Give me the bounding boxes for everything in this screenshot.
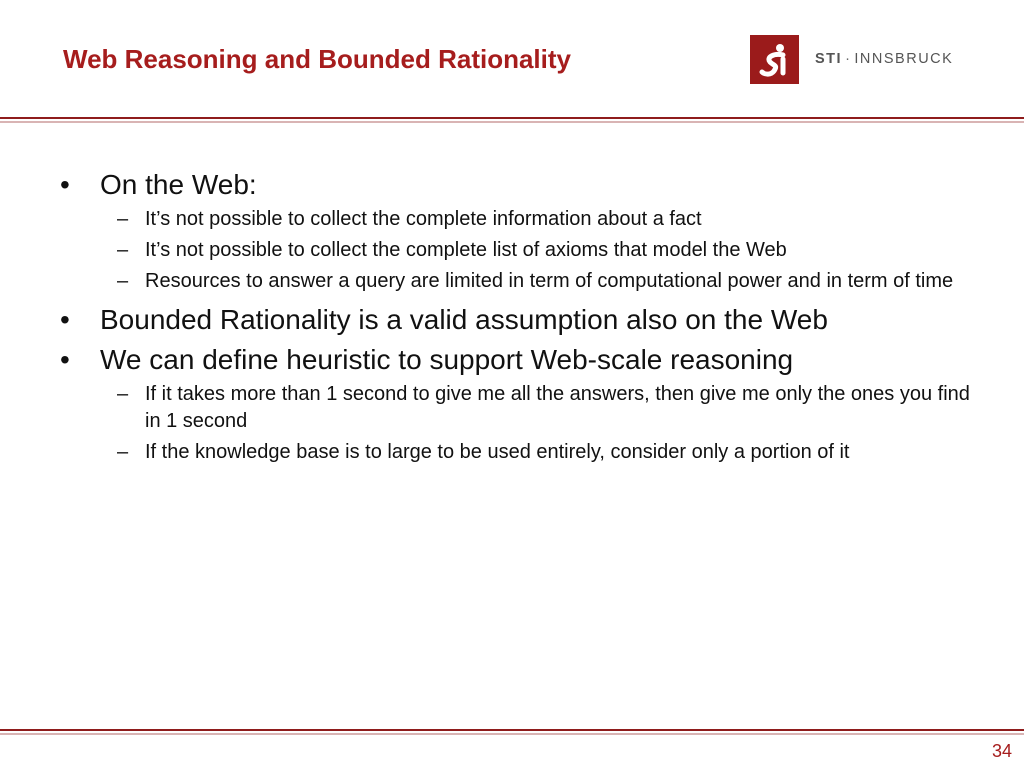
sti-innsbruck-logo — [750, 34, 953, 84]
bullet-marker: • — [60, 304, 70, 335]
sti-logo-glyph-icon — [750, 35, 799, 84]
sub-list — [60, 206, 980, 295]
sub-item — [60, 381, 975, 435]
logo-location: INNSBRUCK — [854, 51, 954, 67]
dash-marker: – — [117, 383, 129, 405]
dash-marker: – — [117, 270, 129, 292]
dash-marker: – — [117, 239, 129, 261]
slide-content — [60, 168, 980, 474]
sub-item — [60, 237, 975, 264]
bullet-item — [60, 343, 980, 377]
page-number: 34 — [991, 741, 1012, 761]
logo-wordmark — [815, 51, 953, 67]
sti-logo-mark-icon — [750, 35, 799, 84]
bullet-item — [60, 303, 980, 337]
sub-text: If the knowledge base is to large to be used entirely, consider only a portion of it — [145, 441, 850, 463]
sub-list — [60, 381, 980, 466]
bullet-text: On the Web: — [100, 169, 257, 200]
logo-brand: STI — [815, 51, 843, 67]
sub-text: It’s not possible to collect the complete list of axioms that model the Web — [145, 239, 787, 261]
dash-marker: – — [117, 441, 129, 463]
header-divider — [0, 117, 1024, 123]
dash-marker: – — [117, 208, 129, 230]
bullet-marker: • — [60, 169, 70, 200]
sub-item — [60, 268, 975, 295]
bullet-text: Bounded Rationality is a valid assumption also on the Web — [100, 304, 828, 335]
footer-divider — [0, 729, 1024, 735]
sub-item — [60, 206, 975, 233]
sub-text: If it takes more than 1 second to give me all the answers, then give me only the ones you find in 1 second — [145, 383, 970, 432]
sub-text: Resources to answer a query are limited in term of computational power and in term of time — [145, 270, 954, 292]
bullet-marker: • — [60, 344, 70, 375]
sub-text: It’s not possible to collect the complete information about a fact — [145, 208, 702, 230]
logo-separator: · — [845, 51, 852, 67]
slide-title: Web Reasoning and Bounded Rationality — [63, 44, 571, 74]
bullet-text: We can define heuristic to support Web-scale reasoning — [100, 344, 794, 375]
sub-item — [60, 439, 975, 466]
bullet-item — [60, 168, 980, 202]
